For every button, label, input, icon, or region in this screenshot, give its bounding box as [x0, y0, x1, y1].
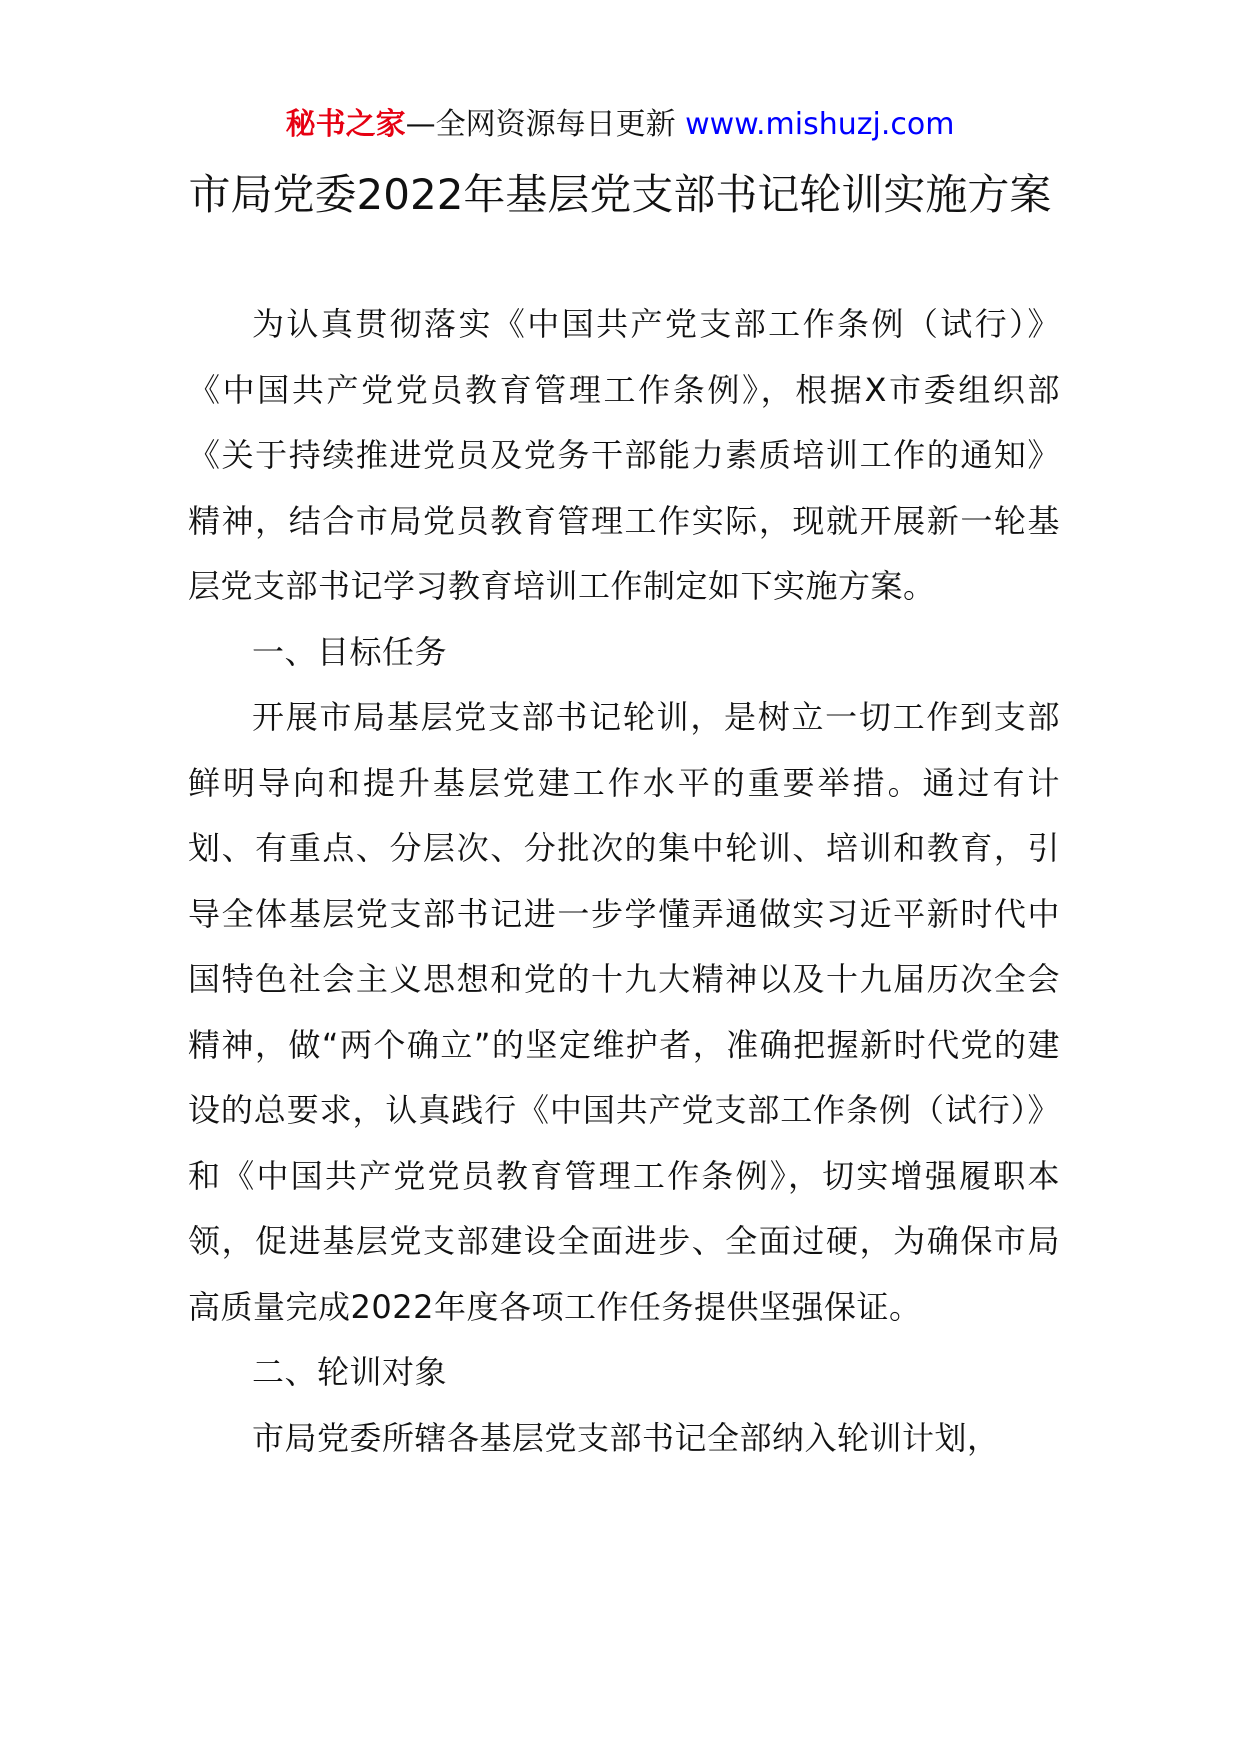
page-header [0, 102, 1240, 148]
document-title: 市局党委2022年基层党支部书记轮训实施方案 [188, 170, 1052, 219]
website-link[interactable]: www.mishuzj.com [685, 107, 955, 142]
header-tagline: —全网资源每日更新 [405, 107, 676, 142]
goals-paragraph: 开展市局基层党支部书记轮训，是树立一切工作到支部鲜明导向和提升基层党建工作水平的重要举措。通过有计划、有重点、分层次、分批次的集中轮训、培训和教育，引导全体基层党支部书记进一步学懂弄通做实习近平新时代中国特色社会主义思想和党的十九大精神以及十九届历次全会精神，做“两个确立”的坚定维护者，准确把握新时代党的建设的总要求，认真践行《中国共产党支部工作条例（试行）》和《中国共产党党员教育管理工作条例》，切实增强履职本领，促进基层党支部建设全面进步、全面过硬，为确保市局高质量完成2022年度各项工作任务提供坚强保证。 [188, 698, 1060, 1326]
targets-paragraph: 市局党委所辖各基层党支部书记全部纳入轮训计划， [252, 1418, 1000, 1457]
brand-name: 秘书之家 [285, 107, 406, 142]
document-body [188, 292, 1060, 1471]
section-heading-goals: 一、目标任务 [252, 632, 448, 671]
section-heading-targets: 二、轮训对象 [252, 1353, 448, 1391]
intro-paragraph: 为认真贯彻落实《中国共产党支部工作条例（试行）》《中国共产党党员教育管理工作条例》，根据X市委组织部《关于持续推进党员及党务干部能力素质培训工作的通知》精神，结合市局党员教育管理工作实际，现就开展新一轮基层党支部书记学习教育培训工作制定如下实施方案。 [188, 305, 1060, 605]
